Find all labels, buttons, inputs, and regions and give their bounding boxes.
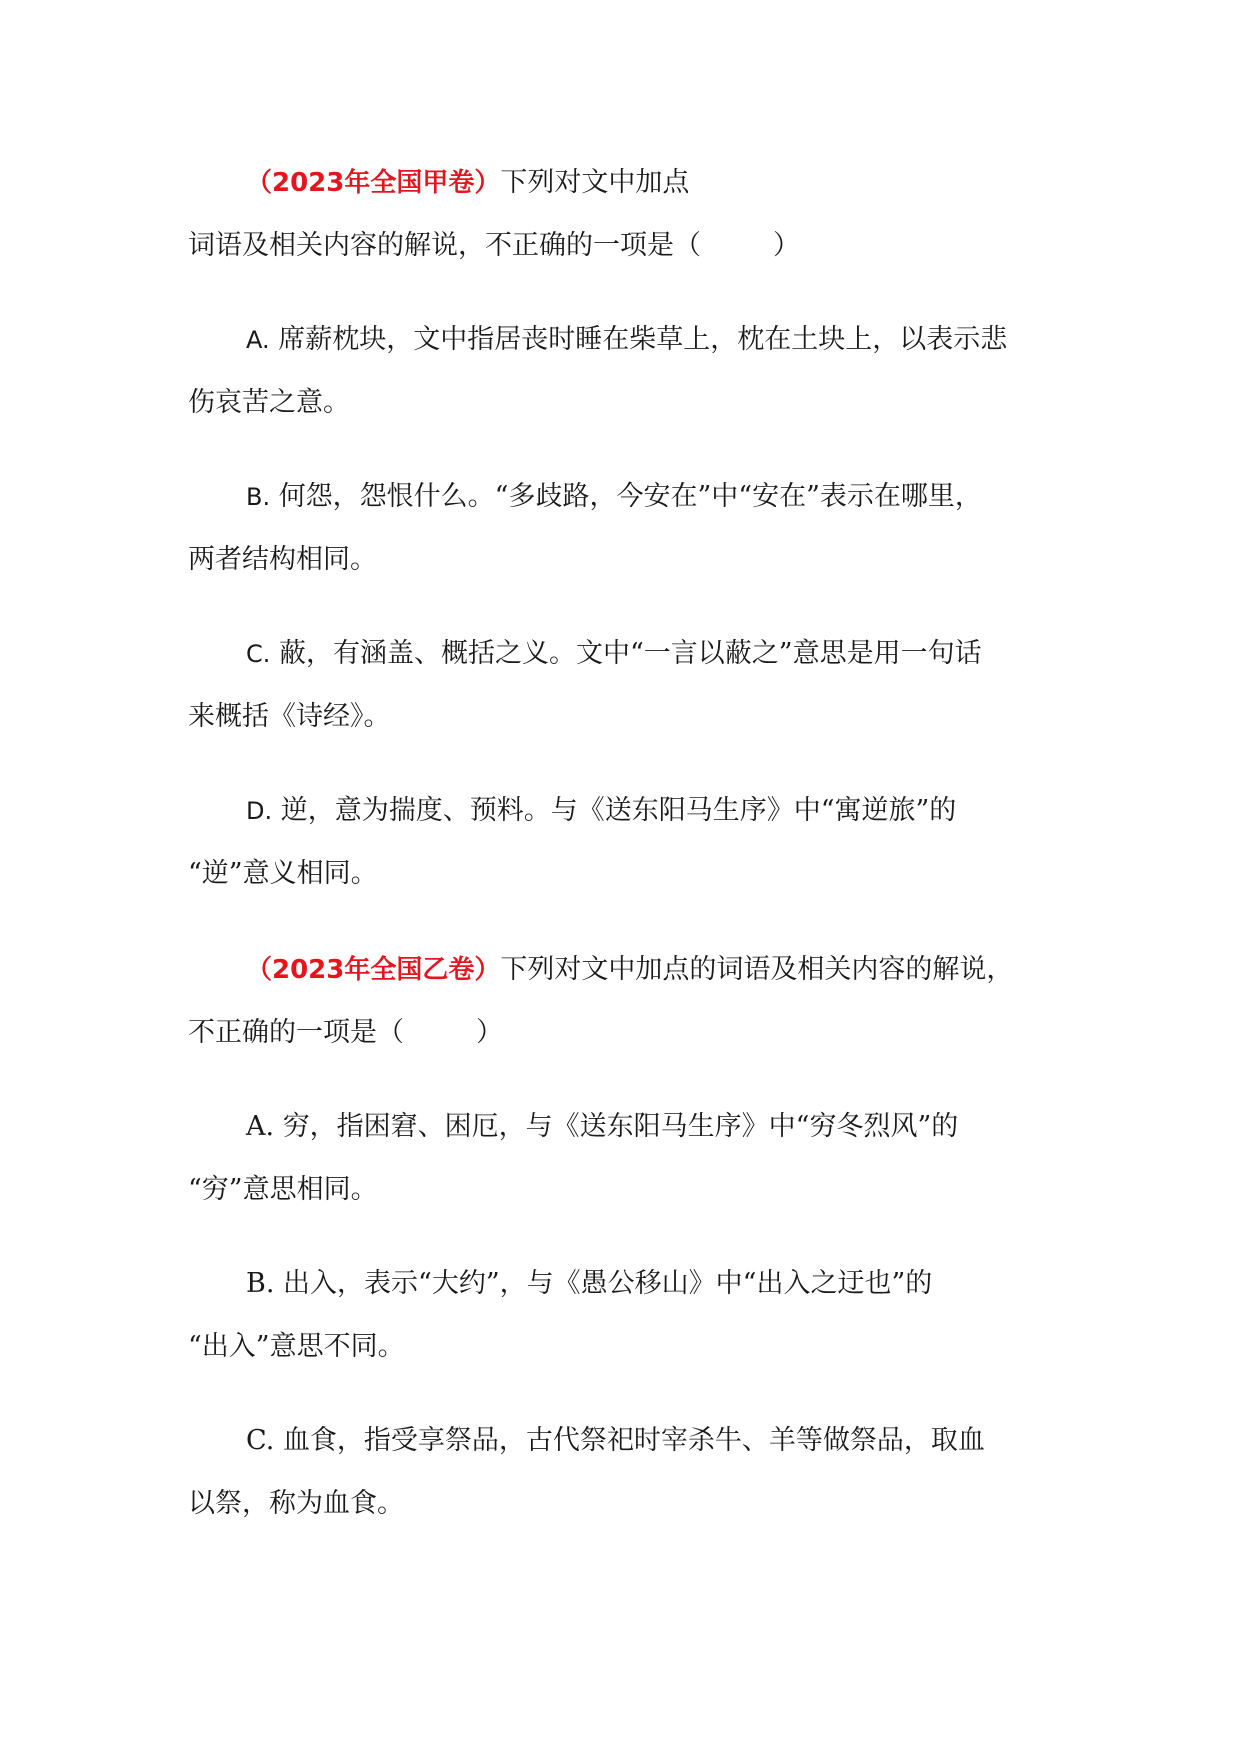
question-2-stem: [246, 950, 1126, 990]
question-2-option-b-continued: [188, 1327, 1068, 1367]
option-letter: B.: [246, 1268, 275, 1299]
option-text-continued: 两者结构相同。: [188, 544, 377, 575]
option-letter: B.: [246, 483, 271, 511]
question-1-option-b-continued: [188, 540, 1068, 580]
question-1-option-a: [246, 320, 1126, 360]
question-1-option-c: [246, 634, 1126, 674]
question-1-stem-continued: [188, 226, 1068, 266]
question-1-option-d: [246, 791, 1126, 831]
option-letter: D.: [246, 797, 273, 825]
question-2-option-b: [246, 1264, 1126, 1304]
question-1-stem-close: ）: [773, 230, 800, 261]
question-1-stem: [246, 163, 1126, 203]
option-letter: C.: [246, 1425, 275, 1456]
option-letter: A.: [246, 1111, 275, 1142]
option-letter: C.: [246, 640, 271, 668]
question-2-option-a: [246, 1107, 1126, 1147]
option-text-continued: “出入”意思不同。: [188, 1331, 405, 1362]
question-1-option-d-continued: [188, 854, 1068, 894]
option-text-continued: 伤哀苦之意。: [188, 387, 350, 418]
option-text: 蔽，有涵盖、概括之义。文中“一言以蔽之”意思是用一句话: [278, 638, 982, 669]
option-text-continued: “逆”意义相同。: [188, 858, 378, 889]
question-2-stem-text-2: 不正确的一项是（: [188, 1017, 404, 1048]
option-text: 穷，指困窘、困厄，与《送东阳马生序》中“穷冬烈风”的: [282, 1111, 959, 1142]
question-1-option-b: [246, 477, 1126, 517]
option-text: 何怨，怨恨什么。“多歧路，今安在”中“安在”表示在哪里，: [278, 481, 982, 512]
option-text: 出入，表示“大约”，与《愚公移山》中“出入之迂也”的: [283, 1268, 933, 1299]
question-1-stem-text-2: 词语及相关内容的解说，不正确的一项是（: [188, 230, 701, 261]
option-text-continued: “穷”意思相同。: [188, 1174, 378, 1205]
option-text: 逆，意为揣度、预料。与《送东阳马生序》中“寓逆旅”的: [280, 795, 957, 826]
question-1-source: （2023年全国甲卷）: [246, 168, 501, 198]
question-2-option-c-continued: [188, 1484, 1068, 1524]
option-text-continued: 来概括《诗经》。: [188, 701, 391, 732]
option-letter: A.: [246, 326, 270, 354]
question-2-stem-text: 下列对文中加点的词语及相关内容的解说，: [500, 954, 1014, 985]
question-1-stem-text: 下列对文中加点: [500, 167, 690, 198]
question-2-option-c: [246, 1421, 1126, 1461]
question-2-stem-close: ）: [476, 1017, 503, 1048]
question-1-option-a-continued: [188, 383, 1068, 423]
option-text: 席薪枕块，文中指居丧时睡在柴草上，枕在土块上，以表示悲: [278, 324, 1008, 355]
question-1-option-c-continued: [188, 697, 1068, 737]
question-2-source: （2023年全国乙卷）: [246, 955, 501, 985]
option-text: 血食，指受享祭品，古代祭祀时宰杀牛、羊等做祭品，取血: [282, 1425, 985, 1456]
option-text-continued: 以祭，称为血食。: [188, 1488, 404, 1519]
question-2-option-a-continued: [188, 1170, 1068, 1210]
question-2-stem-continued: [188, 1013, 1068, 1053]
